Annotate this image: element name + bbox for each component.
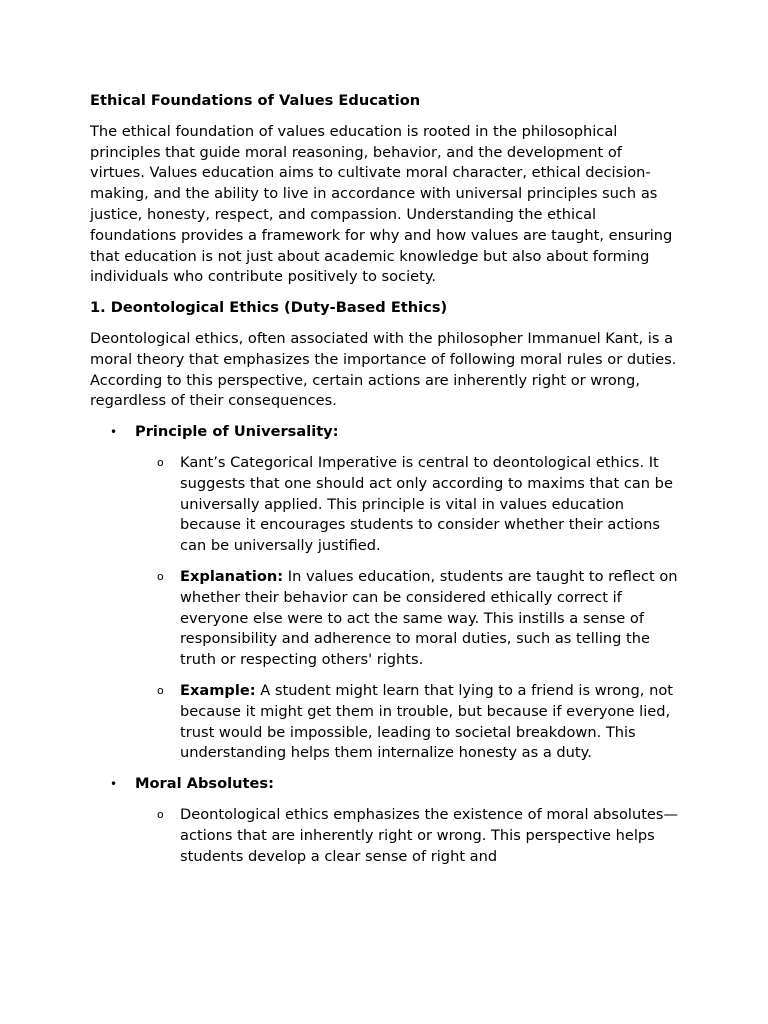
bullet-icon: • — [110, 425, 118, 440]
intro-paragraph: The ethical foundation of values education is rooted in the philosophical principles that guide moral reasoning, behavior, and the development of virtues. Values education aims to cultivate moral character, ethical decision-making, and the ability to live in accordance with universal principles such as justice, honesty, respect, and compassion. Understanding the ethical foundations provides a framework for why and how values are taught, ensuring that education is not just about academic knowledge but also about forming individuals who contribute positively to society. — [90, 122, 673, 286]
sub-item-text: Deontological ethics emphasizes the existence of moral absolutes—actions that are inherently right or wrong. This perspective helps students develop a clear sense of right and — [180, 805, 679, 865]
bullet-heading: Moral Absolutes: — [135, 775, 274, 793]
bullet-heading: Principle of Universality: — [135, 423, 339, 441]
list-item — [90, 774, 680, 867]
sub-list-item — [135, 453, 680, 557]
bullet-icon: • — [110, 777, 118, 792]
document-page — [90, 91, 680, 877]
sub-list — [135, 805, 680, 867]
sub-item-text: In values education, students are taught to reflect on whether their behavior can be considered ethically correct if everyone else were to act the same way. This instills a sense of responsibility and adherence to moral duties, such as telling the truth or respecting others' rights. — [180, 567, 678, 669]
circle-bullet-icon: o — [157, 807, 164, 821]
sub-item-text: A student might learn that lying to a friend is wrong, not because it might get them in trouble, but because if everyone lied, trust would be impossible, leading to societal breakdown. This understanding helps them internalize honesty as a duty. — [180, 681, 673, 762]
sub-list-item — [135, 567, 680, 671]
sub-list — [135, 453, 680, 764]
list-item — [90, 422, 680, 764]
sub-list-item — [135, 805, 680, 867]
sub-item-text: Kant’s Categorical Imperative is central to deontological ethics. It suggests that one should act only according to maxims that can be universally applied. This principle is vital in values education because it encourages students to consider whether their actions can be universally justified. — [180, 453, 673, 555]
section-heading: 1. Deontological Ethics (Duty-Based Ethics) — [90, 299, 448, 317]
sub-item-label: Example: — [180, 681, 256, 699]
sub-item-label: Explanation: — [180, 567, 284, 585]
circle-bullet-icon: o — [157, 683, 164, 697]
circle-bullet-icon: o — [157, 455, 164, 469]
document-title: Ethical Foundations of Values Education — [90, 92, 421, 109]
section-paragraph: Deontological ethics, often associated with the philosopher Immanuel Kant, is a moral theory that emphasizes the importance of following moral rules or duties. According to this perspective, certain actions are inherently right or wrong, regardless of their consequences. — [90, 329, 677, 410]
sub-list-item — [135, 681, 680, 764]
bullet-list — [90, 422, 680, 867]
circle-bullet-icon: o — [157, 569, 164, 583]
